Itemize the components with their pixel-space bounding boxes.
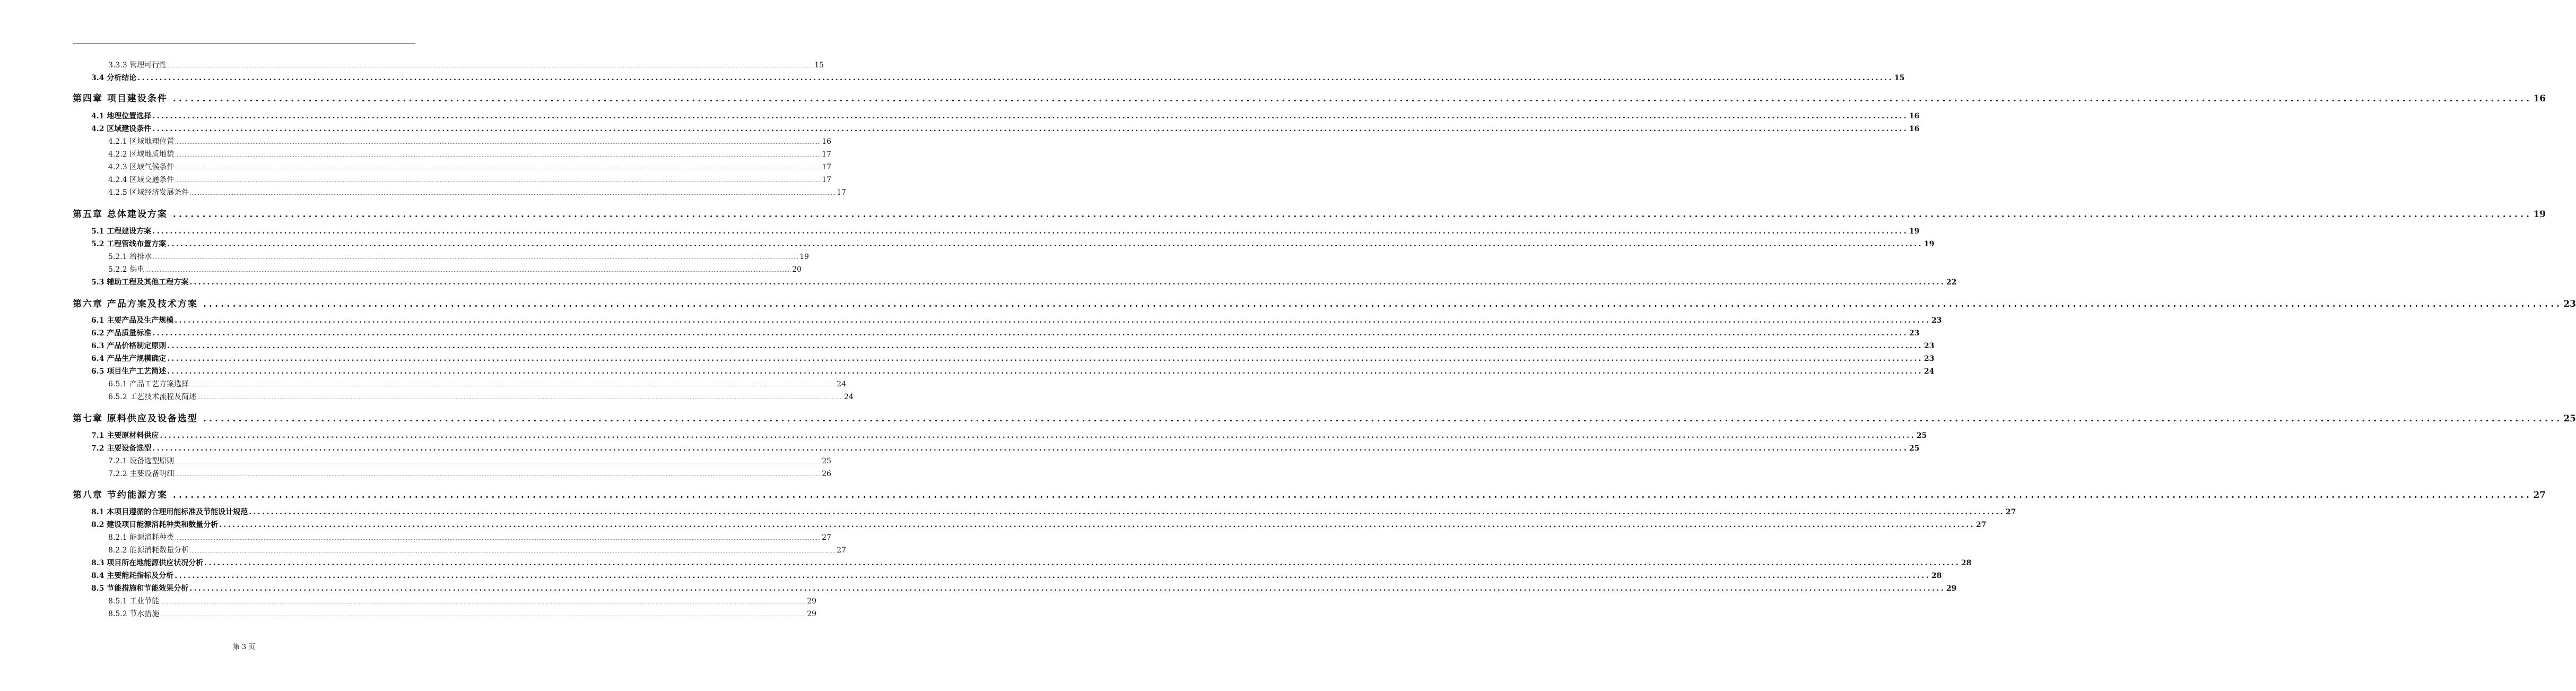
toc-page-number: 20 — [792, 265, 802, 274]
toc-section-entry[interactable] — [73, 506, 2016, 517]
toc-page-number: 16 — [1909, 112, 1920, 120]
toc-subsection-entry[interactable] — [73, 455, 832, 466]
toc-dot-leader: ................................................................................................................................................................................................................................................................................................................................................................................................................ — [190, 549, 836, 554]
toc-section-entry[interactable] — [73, 340, 1935, 351]
toc-dot-leader: ................................................................................................................................................................................................................................................................................................................................................................................................................ — [160, 600, 806, 604]
toc-dot-leader: ................................................................................................................................................................................................................................................................................................................................................................................................................ — [167, 367, 1923, 376]
toc-entry-label: 3.3.3 管理可行性 — [108, 61, 167, 70]
toc-entry-label: 8.5.2 节水措施 — [108, 610, 160, 618]
toc-subsection-entry[interactable] — [73, 595, 817, 606]
toc-entry-label: 6.2 产品质量标准 — [91, 329, 152, 338]
toc-entry-label: 8.1 本项目遵循的合理用能标准及节能设计规范 — [91, 508, 248, 516]
toc-section-entry[interactable] — [73, 583, 1957, 593]
toc-entry-label: 第四章 项目建设条件 — [73, 93, 168, 104]
toc-subsection-entry[interactable] — [73, 187, 847, 197]
toc-page-number: 17 — [822, 176, 832, 184]
toc-page-number: 17 — [822, 150, 832, 159]
toc-section-entry[interactable] — [73, 72, 1905, 83]
toc-dot-leader: ................................................................................................................................................................................................................................................................................................................................................................................................................ — [175, 472, 821, 477]
toc-page-number: 24 — [837, 380, 847, 388]
toc-entry-label: 第五章 总体建设方案 — [73, 209, 168, 220]
toc-page-number: 27 — [837, 546, 847, 555]
toc-entry-label: 5.3 辅助工程及其他工程方案 — [91, 278, 189, 287]
toc-dot-leader: ................................................................................................................................................................................................................................................................................................................................................................................................................ — [204, 559, 1960, 567]
toc-dot-leader: ................................................................................................................................................................................................................................................................................................................................................................................................................ — [175, 166, 821, 170]
toc-entry-label: 7.2.1 设备选型原则 — [108, 457, 175, 465]
toc-entry-label: 6.5 项目生产工艺简述 — [91, 367, 167, 376]
toc-page-number: 17 — [822, 163, 832, 171]
toc-page-number: 28 — [1961, 559, 1972, 567]
toc-dot-leader: ................................................................................................................................................................................................................................................................................................................................................................................................................ — [203, 413, 2563, 424]
toc-dot-leader: ................................................................................................................................................................................................................................................................................................................................................................................................................ — [152, 125, 1908, 133]
toc-section-entry[interactable] — [73, 315, 1942, 325]
toc-page-number: 29 — [807, 610, 817, 618]
toc-page-number: 29 — [1946, 584, 1957, 593]
toc-subsection-entry[interactable] — [73, 251, 810, 262]
toc-subsection-entry[interactable] — [73, 59, 824, 70]
toc-section-entry[interactable] — [73, 110, 1920, 121]
toc-section-entry[interactable] — [73, 327, 1920, 338]
toc-dot-leader: ................................................................................................................................................................................................................................................................................................................................................................................................................ — [189, 584, 1945, 593]
toc-entry-label: 8.5 节能措施和节能效果分析 — [91, 584, 189, 593]
toc-page-number: 24 — [844, 393, 854, 401]
toc-section-entry[interactable] — [73, 238, 1935, 249]
toc-dot-leader: ................................................................................................................................................................................................................................................................................................................................................................................................................ — [152, 329, 1908, 338]
toc-chapter-entry[interactable] — [73, 487, 2546, 500]
toc-page-number: 26 — [822, 470, 832, 478]
toc-chapter-entry[interactable] — [73, 91, 2546, 104]
toc-section-entry[interactable] — [73, 557, 1972, 568]
toc-page-number: 23 — [2563, 299, 2576, 309]
toc-dot-leader: ................................................................................................................................................................................................................................................................................................................................................................................................................ — [167, 342, 1923, 350]
toc-dot-leader: ................................................................................................................................................................................................................................................................................................................................................................................................................ — [153, 255, 799, 260]
toc-entry-label: 8.4 主要能耗指标及分析 — [91, 572, 174, 580]
toc-entry-label: 4.2.5 区域经济发展条件 — [108, 188, 189, 197]
toc-subsection-entry[interactable] — [73, 468, 832, 479]
toc-page-number: 28 — [1931, 572, 1942, 580]
toc-section-entry[interactable] — [73, 443, 1920, 453]
toc-dot-leader: ................................................................................................................................................................................................................................................................................................................................................................................................................ — [145, 268, 791, 273]
toc-page-number: 23 — [1909, 329, 1920, 338]
toc-page-number: 23 — [1924, 355, 1935, 363]
toc-dot-leader: ................................................................................................................................................................................................................................................................................................................................................................................................................ — [175, 153, 821, 158]
toc-dot-leader: ................................................................................................................................................................................................................................................................................................................................................................................................................ — [152, 444, 1908, 453]
toc-entry-label: 7.2.2 主要设备明细 — [108, 470, 175, 478]
toc-entry-label: 4.1 地理位置选择 — [91, 112, 152, 120]
toc-section-entry[interactable] — [73, 123, 1920, 134]
toc-dot-leader: ................................................................................................................................................................................................................................................................................................................................................................................................................ — [175, 316, 1930, 325]
toc-page-number: 23 — [1931, 316, 1942, 325]
toc-dot-leader: ................................................................................................................................................................................................................................................................................................................................................................................................................ — [137, 74, 1893, 82]
toc-entry-label: 5.2.2 供电 — [108, 265, 145, 274]
toc-entry-label: 6.5.2 工艺技术流程及简述 — [108, 393, 197, 401]
toc-entry-label: 8.2 建设项目能源消耗种类和数量分析 — [91, 521, 219, 529]
toc-subsection-entry[interactable] — [73, 174, 832, 185]
toc-entry-label: 第六章 产品方案及技术方案 — [73, 299, 198, 309]
toc-page-number: 24 — [1924, 367, 1935, 376]
toc-entry-label: 8.2.2 能源消耗数量分析 — [108, 546, 189, 555]
toc-entry-label: 4.2.3 区域气候条件 — [108, 163, 175, 171]
toc-page-number: 16 — [1909, 125, 1920, 133]
toc-page-number: 15 — [1894, 74, 1905, 82]
toc-entry-label: 6.4 产品生产规模确定 — [91, 355, 167, 363]
toc-chapter-entry[interactable] — [73, 411, 2576, 424]
toc-entry-label: 4.2.4 区域交通条件 — [108, 176, 175, 184]
toc-page-number: 15 — [814, 61, 824, 70]
toc-section-entry[interactable] — [73, 353, 1935, 364]
toc-page-number: 22 — [1946, 278, 1957, 287]
toc-subsection-entry[interactable] — [73, 391, 854, 402]
toc-page-number: 25 — [1909, 444, 1920, 453]
toc-dot-leader: ................................................................................................................................................................................................................................................................................................................................................................................................................ — [172, 490, 2533, 500]
toc-page-number: 19 — [1909, 227, 1920, 236]
toc-section-entry[interactable] — [73, 570, 1942, 581]
toc-entry-label: 4.2.1 区域地理位置 — [108, 137, 175, 146]
toc-section-entry[interactable] — [73, 366, 1935, 376]
toc-dot-leader: ................................................................................................................................................................................................................................................................................................................................................................................................................ — [152, 112, 1908, 120]
toc-dot-leader: ................................................................................................................................................................................................................................................................................................................................................................................................................ — [172, 93, 2533, 104]
toc-section-entry[interactable] — [73, 519, 1987, 530]
toc-entry-label: 第八章 节约能源方案 — [73, 490, 168, 500]
toc-dot-leader: ................................................................................................................................................................................................................................................................................................................................................................................................................ — [203, 299, 2563, 309]
toc-page-number: 27 — [822, 533, 832, 542]
toc-dot-leader: ................................................................................................................................................................................................................................................................................................................................................................................................................ — [175, 460, 821, 464]
toc-page-number: 19 — [2533, 209, 2546, 220]
toc-dot-leader: ................................................................................................................................................................................................................................................................................................................................................................................................................ — [172, 209, 2533, 220]
toc-page-number: 25 — [822, 457, 832, 465]
toc-page-number: 16 — [822, 137, 832, 146]
toc-dot-leader: ................................................................................................................................................................................................................................................................................................................................................................................................................ — [167, 355, 1923, 363]
toc-dot-leader: ................................................................................................................................................................................................................................................................................................................................................................................................................ — [219, 521, 1975, 529]
toc-page-number: 19 — [799, 253, 810, 261]
toc-page-number: 19 — [1924, 240, 1935, 248]
toc-page-number: 25 — [2563, 413, 2576, 424]
toc-dot-leader: ................................................................................................................................................................................................................................................................................................................................................................................................................ — [175, 178, 821, 183]
toc-subsection-entry[interactable] — [73, 136, 832, 146]
toc-chapter-entry[interactable] — [73, 206, 2546, 220]
toc-page-number: 16 — [2533, 93, 2546, 104]
toc-entry-label: 3.4 分析结论 — [91, 74, 137, 82]
toc-section-entry[interactable] — [73, 277, 1957, 287]
toc-subsection-entry[interactable] — [73, 378, 847, 389]
toc-entry-label: 第七章 原料供应及设备选型 — [73, 413, 198, 424]
toc-page-number: 29 — [807, 597, 817, 606]
toc-entry-label: 5.2.1 给排水 — [108, 253, 152, 261]
toc-entry-label: 6.3 产品价格制定原则 — [91, 342, 167, 350]
toc-page-number: 27 — [2533, 490, 2546, 500]
toc-dot-leader: ................................................................................................................................................................................................................................................................................................................................................................................................................ — [190, 383, 836, 387]
toc-page-number: 23 — [1924, 342, 1935, 350]
toc-dot-leader: ................................................................................................................................................................................................................................................................................................................................................................................................................ — [160, 612, 806, 617]
toc-entry-label: 8.5.1 工业节能 — [108, 597, 160, 606]
toc-entry-label: 6.5.1 产品工艺方案选择 — [108, 380, 189, 388]
toc-page-number: 27 — [1975, 521, 1987, 529]
toc-dot-leader: ................................................................................................................................................................................................................................................................................................................................................................................................................ — [189, 278, 1945, 287]
toc-section-entry[interactable] — [73, 226, 1920, 236]
toc-entry-label: 8.2.1 能源消耗种类 — [108, 533, 175, 542]
toc-section-entry[interactable] — [73, 430, 1927, 440]
toc-entry-label: 5.1 工程建设方案 — [91, 227, 152, 236]
toc-entry-label: 7.2 主要设备选型 — [91, 444, 152, 453]
toc-subsection-entry[interactable] — [73, 149, 832, 159]
toc-page-number: 25 — [1916, 431, 1927, 440]
toc-chapter-entry[interactable] — [73, 296, 2576, 309]
toc-dot-leader: ................................................................................................................................................................................................................................................................................................................................................................................................................ — [167, 240, 1923, 248]
toc-subsection-entry[interactable] — [73, 608, 817, 619]
toc-page-number: 27 — [2005, 508, 2016, 516]
toc-page-number: 17 — [837, 188, 847, 197]
page-footer: 第 3 页 — [232, 643, 256, 651]
toc-dot-leader: ................................................................................................................................................................................................................................................................................................................................................................................................................ — [175, 140, 821, 145]
toc-dot-leader: ................................................................................................................................................................................................................................................................................................................................................................................................................ — [160, 431, 1916, 440]
toc-entry-label: 8.3 项目所在地能源供应状况分析 — [91, 559, 204, 567]
toc-entry-label: 5.2 工程管线布置方案 — [91, 240, 167, 248]
toc-entry-label: 6.1 主要产品及生产规模 — [91, 316, 174, 325]
toc-entry-label: 4.2 区域建设条件 — [91, 125, 152, 133]
toc-subsection-entry[interactable] — [73, 545, 847, 555]
toc-subsection-entry[interactable] — [73, 264, 802, 274]
toc-dot-leader: ................................................................................................................................................................................................................................................................................................................................................................................................................ — [175, 572, 1930, 580]
toc-entry-label: 7.1 主要原材料供应 — [91, 431, 159, 440]
toc-dot-leader: ................................................................................................................................................................................................................................................................................................................................................................................................................ — [190, 191, 836, 196]
toc-dot-leader: ................................................................................................................................................................................................................................................................................................................................................................................................................ — [249, 508, 2005, 516]
toc-dot-leader: ................................................................................................................................................................................................................................................................................................................................................................................................................ — [197, 395, 843, 400]
toc-dot-leader: ................................................................................................................................................................................................................................................................................................................................................................................................................ — [175, 536, 821, 541]
toc-subsection-entry[interactable] — [73, 161, 832, 172]
toc-dot-leader: ................................................................................................................................................................................................................................................................................................................................................................................................................ — [168, 64, 814, 68]
toc-subsection-entry[interactable] — [73, 532, 832, 542]
toc-dot-leader: ................................................................................................................................................................................................................................................................................................................................................................................................................ — [152, 227, 1908, 236]
toc-entry-label: 4.2.2 区域地质地貌 — [108, 150, 175, 159]
